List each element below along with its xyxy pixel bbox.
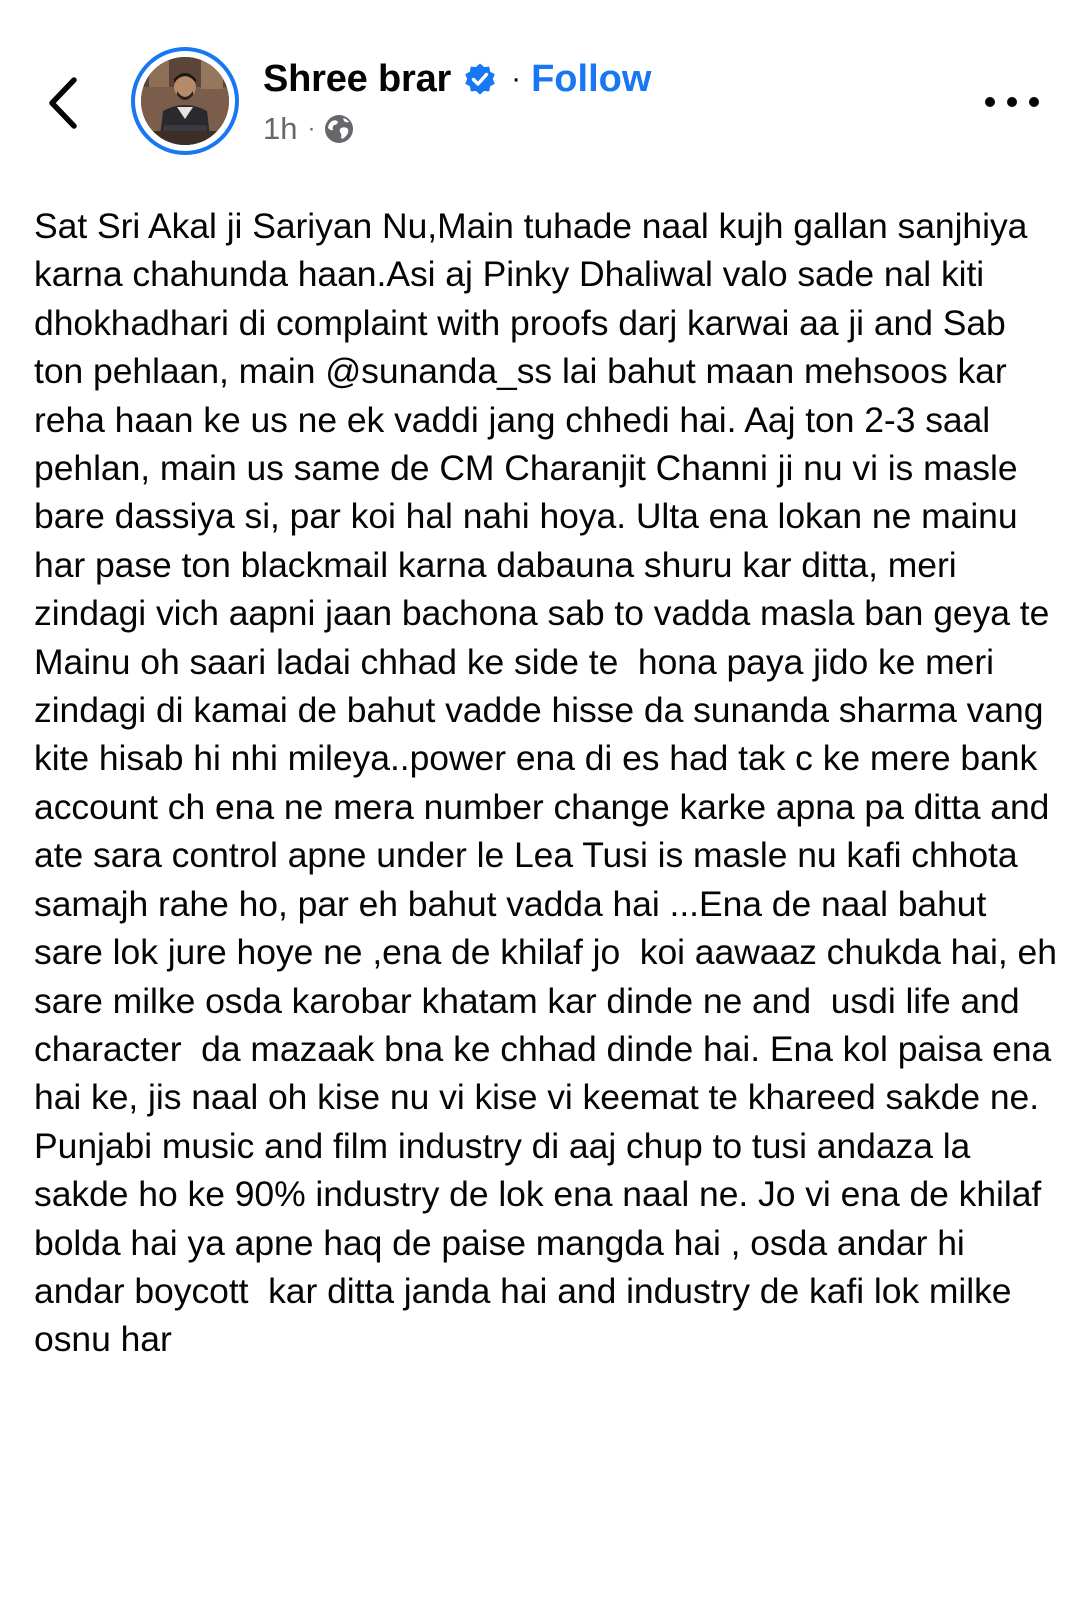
globe-icon[interactable] — [323, 113, 355, 145]
author-avatar[interactable] — [131, 47, 239, 155]
follow-button[interactable]: Follow — [531, 57, 652, 100]
post-text: Sat Sri Akal ji Sariyan Nu,Main tuhade naal kujh gallan sanjhiya karna chahunda haan.Asi aj Pinky Dhaliwal valo sade nal kiti dhokhadhari di complaint with proofs darj karwai aa ji and Sab ton pehlaan, main @sunanda_ss lai bahut maan mehsoos kar reha haan ke us ne ek vaddi jang chhedi hai. Aaj ton 2-3 saal pehlan, main us same de CM Charanjit Channi ji nu vi is masle bare dassiya si, par koi hal nahi hoya. Ulta ena lokan ne mainu har pase ton blackmail karna dabauna shuru kar ditta, meri zindagi vich aapni jaan bachona sab to vadda masla ban geya te Mainu oh saari ladai chhad ke side te hona paya jido ke meri zindagi di kamai de bahut vadde hisse da sunanda sharma vang kite hisab hi nhi mileya..power ena di es had tak c ke mere bank account ch ena ne mera number change karke apna pa ditta and ate sara control apne under le Lea Tusi is masle nu kafi chhota samajh rahe ho, par eh bahut vadda hai ...Ena de naal bahut sare lok jure hoye ne ,ena de khilaf jo koi aawaaz chukda hai, eh sare milke osda karobar khatam kar dinde ne and usdi life and character da mazaak bna ke chhad dinde hai. Ena kol paisa ena hai ke, jis naal oh kise nu vi kise vi keemat te khareed sakde ne. Punjabi music and film industry di aaj chup to tusi andaza la sakde ho ke 90% industry de lok ena naal ne. Jo vi ena de khilaf bolda hai ya apne haq de paise mangda hai , osda andar hi andar boycott kar ditta janda hai and industry de kafi lok milke osnu har — [34, 206, 1069, 1360]
more-options-button[interactable] — [982, 86, 1042, 118]
separator-dot: · — [511, 62, 522, 95]
chevron-left-icon — [40, 70, 90, 136]
back-button[interactable] — [40, 70, 90, 136]
author-name[interactable]: Shree brar — [263, 57, 452, 100]
author-line — [263, 52, 651, 106]
post-header — [0, 0, 1076, 170]
more-horizontal-icon — [982, 86, 1042, 118]
meta-separator-dot: · — [307, 115, 316, 142]
post-meta — [263, 109, 355, 149]
verified-badge-icon — [463, 62, 497, 96]
post-timestamp[interactable]: 1h — [263, 111, 298, 146]
avatar-photo — [141, 57, 229, 145]
